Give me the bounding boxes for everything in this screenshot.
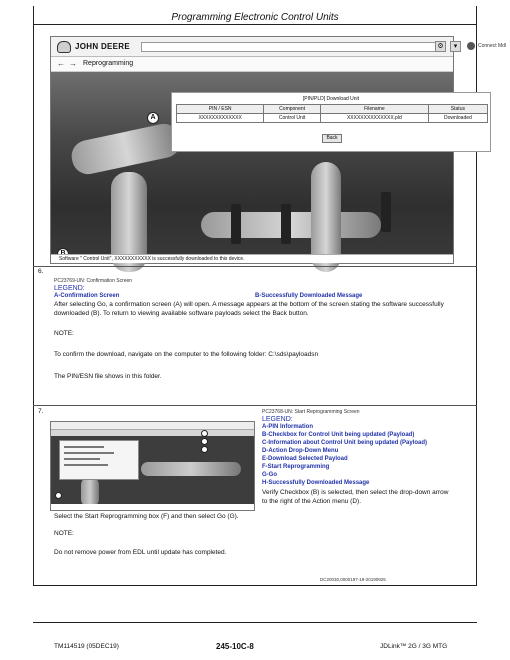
callout-icon xyxy=(201,438,208,445)
cell-filename: XXXXXXXXXXXXXX.pld xyxy=(320,114,428,123)
nav-bar xyxy=(51,430,254,436)
cell-status: Downloaded xyxy=(428,114,487,123)
manual-title: JDLink™ 2G / 3G MTG xyxy=(380,643,448,650)
col-pin-esn: PIN / ESN xyxy=(177,105,264,114)
cell-component: Control Unit xyxy=(264,114,321,123)
legend-item: B-Checkbox for Control Unit being updated (Payload) xyxy=(262,432,415,438)
col-filename: Filename xyxy=(320,105,428,114)
search-button[interactable]: ⚙ xyxy=(435,41,446,52)
nav-title: Reprogramming xyxy=(83,60,134,67)
step-body: Select the Start Reprogramming box (F) and then select Go (G). xyxy=(54,513,239,520)
legend-item: B-Successfully Downloaded Message xyxy=(255,293,363,299)
engine-clamp xyxy=(231,204,241,244)
download-dialog xyxy=(171,92,491,152)
connect-label[interactable]: Connect Mdl xyxy=(478,43,507,49)
note-text: The PIN/ESN file shows in this folder. xyxy=(54,373,162,380)
app-header xyxy=(51,422,254,430)
legend-item: A-Confirmation Screen xyxy=(54,293,120,299)
step-body: After selecting Go, a confirmation screen (A) will open. A message appears at the bottom of the screen stating the software successfully downloaded (B). To return to viewing available software payloads select the Back button. xyxy=(54,301,444,317)
legend-item: G-Go xyxy=(262,472,277,478)
reference-code: DC20030,0000197-19-20190925 xyxy=(320,577,386,582)
title-rule xyxy=(33,24,477,25)
download-table xyxy=(176,104,488,123)
page-number: 245-10C-8 xyxy=(216,642,254,651)
legend-item: H-Successfully Downloaded Message xyxy=(262,480,370,486)
engine-clamp xyxy=(381,192,391,232)
legend-item: F-Start Reprogramming xyxy=(262,464,330,470)
legend-item: C-Information about Control Unit being updated (Payload) xyxy=(262,440,427,446)
callout-a: A xyxy=(147,112,159,124)
john-deere-logo-icon xyxy=(57,41,71,53)
callout-icon xyxy=(55,492,62,499)
back-button[interactable]: Back xyxy=(322,134,342,143)
col-component: Component xyxy=(264,105,321,114)
connect-icon[interactable] xyxy=(467,42,475,50)
callout-icon xyxy=(201,430,208,437)
callout-icon xyxy=(201,446,208,453)
status-strip xyxy=(51,254,453,263)
table-row xyxy=(177,114,488,123)
engine-pipe xyxy=(201,212,381,238)
note-label: NOTE: xyxy=(54,530,74,537)
legend-item: E-Download Selected Payload xyxy=(262,456,348,462)
engine-pipe xyxy=(81,477,99,507)
panel-line xyxy=(64,452,114,454)
confirmation-screenshot xyxy=(50,36,507,264)
footer-rule xyxy=(33,622,477,623)
dialog-title: [PIN/PLD] Download Unit xyxy=(302,96,360,102)
cell-pin-esn: XXXXXXXXXXXXX xyxy=(177,114,264,123)
address-bar[interactable] xyxy=(141,42,443,52)
figure-code: PC23768-UN: Start Reprogramming Screen xyxy=(262,409,360,415)
page-title: Programming Electronic Control Units xyxy=(171,12,339,23)
nav-bar xyxy=(51,57,453,72)
step-divider xyxy=(33,266,477,267)
legend-item: D-Action Drop-Down Menu xyxy=(262,448,339,454)
dropdown-button[interactable]: ▾ xyxy=(450,41,461,52)
note-text: To confirm the download, navigate on the computer to the following folder: C:\sds\payloadsn xyxy=(54,351,319,358)
legend-heading: LEGEND: xyxy=(54,285,85,292)
panel-line xyxy=(64,464,108,466)
panel-line xyxy=(64,446,104,448)
start-reprogramming-screenshot xyxy=(50,421,255,511)
status-strip xyxy=(51,504,254,510)
brand-name: JOHN DEERE xyxy=(75,42,131,51)
app-header xyxy=(51,37,507,57)
note-label: NOTE: xyxy=(54,330,74,337)
engine-pipe xyxy=(69,121,184,177)
step-number: 7. xyxy=(38,408,44,415)
engine-clamp xyxy=(281,204,291,244)
legend-item: A-PIN Information xyxy=(262,424,313,430)
col-status: Status xyxy=(428,105,487,114)
status-message: Software " Control Unit", XXXXXXXXXXX is successfully downloaded to this device. xyxy=(59,256,245,262)
forward-arrow-icon[interactable]: → xyxy=(69,59,77,68)
pin-info-panel xyxy=(59,440,139,480)
step-side-text: Verify Checkbox (B) is selected, then select the drop-down arrow to the right of the Action menu (D). xyxy=(262,489,449,505)
figure-code: PC23769-UN: Confirmation Screen xyxy=(54,278,133,284)
legend-heading: LEGEND: xyxy=(262,416,293,423)
note-text: Do not remove power from EDL until update has completed. xyxy=(54,549,227,556)
step-divider xyxy=(33,405,477,406)
manual-id: TM114519 (05DEC19) xyxy=(54,643,119,650)
engine-pipe xyxy=(141,462,241,476)
back-arrow-icon[interactable]: ← xyxy=(57,59,65,68)
panel-line xyxy=(64,458,100,460)
step-number: 6. xyxy=(38,268,44,275)
